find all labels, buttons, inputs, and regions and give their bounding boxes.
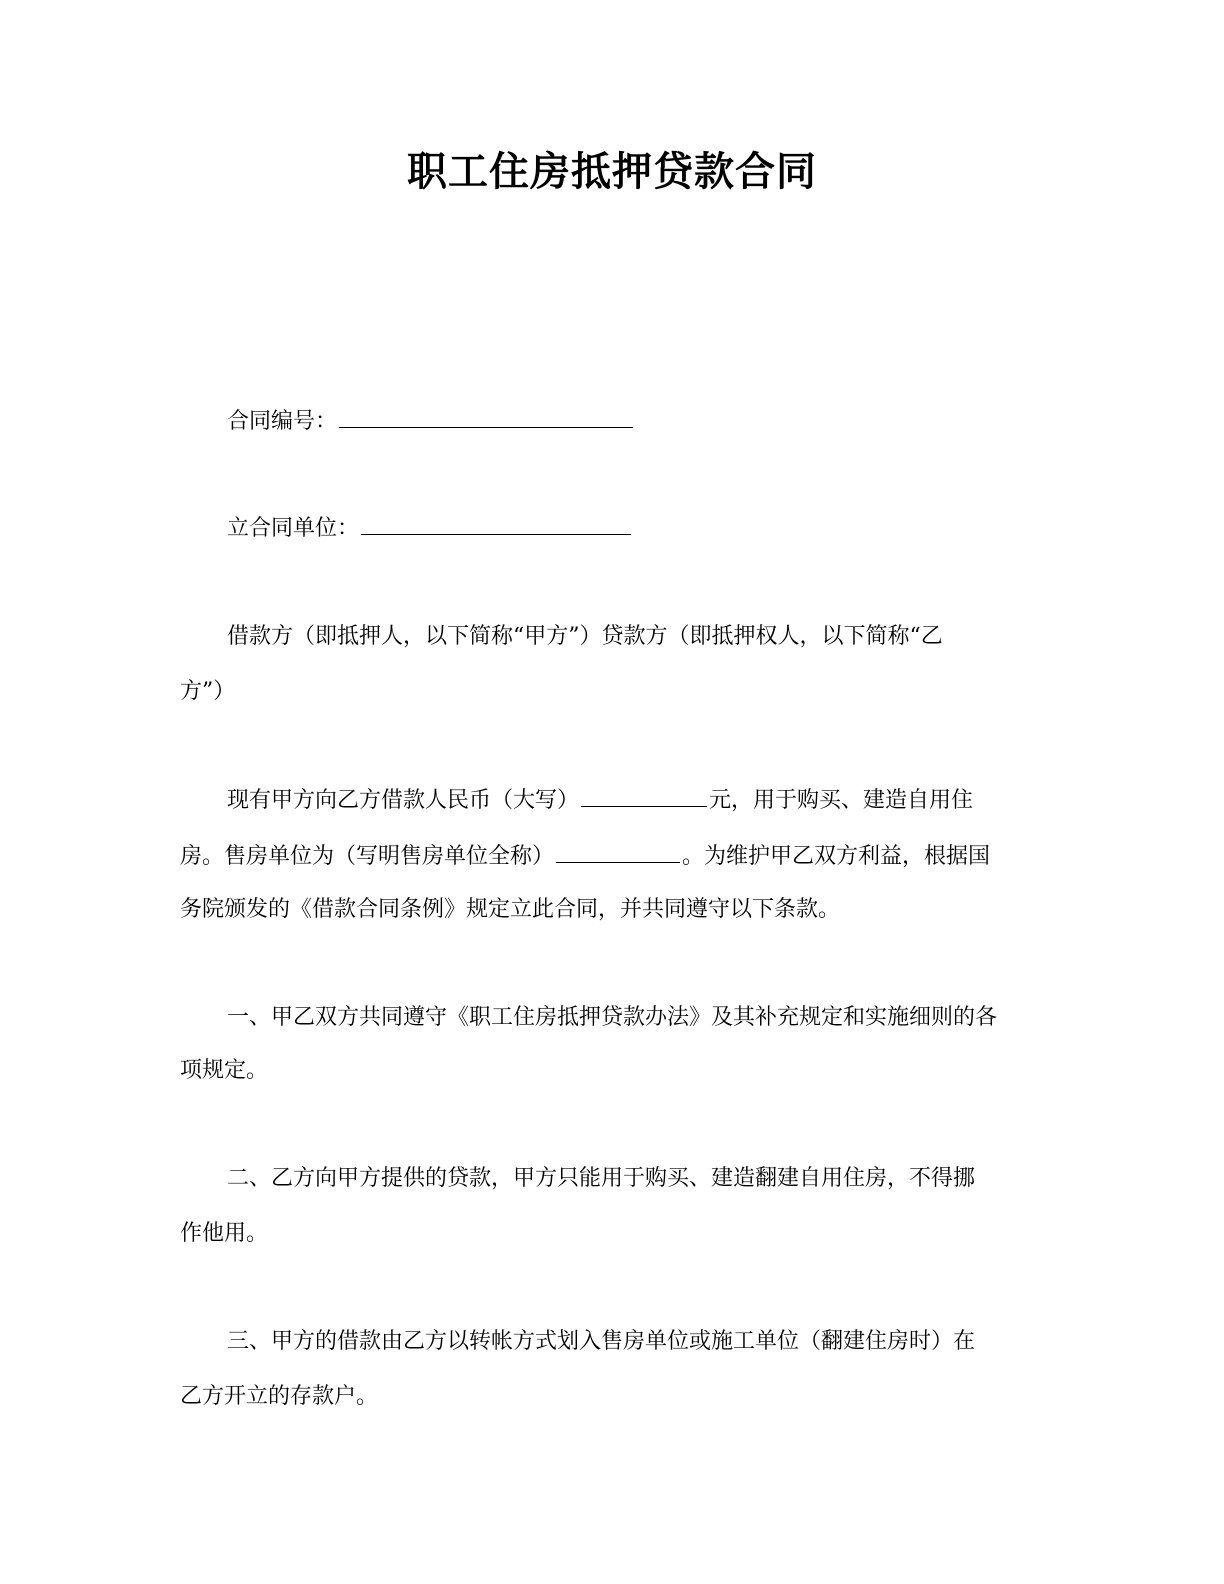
contract-unit-blank[interactable]: [361, 512, 631, 535]
clause-2-line-1: 二、乙方向甲方提供的贷款，甲方只能用于购买、建造翻建自用住房，不得挪: [227, 1166, 976, 1191]
clause-2-line-2: 作他用。: [180, 1221, 269, 1246]
parties-line-2: 方”）: [180, 679, 236, 704]
intro-line-3: 务院颁发的《借款合同条例》规定立此合同，并共同遵守以下条款。: [180, 897, 841, 922]
contract-number-blank[interactable]: [339, 405, 633, 428]
intro-line-2: [180, 840, 1040, 873]
intro-line-1: [180, 784, 1087, 817]
intro-line-1-b: 元，用于购买、建造自用住: [709, 788, 974, 813]
intro-line-2-b: 。为维护甲乙双方利益，根据国: [682, 844, 991, 869]
clause-1-line-2: 项规定。: [180, 1058, 269, 1083]
seller-unit-blank[interactable]: [556, 840, 680, 863]
clause-3-line-2: 乙方开立的存款户。: [180, 1384, 379, 1409]
intro-line-2-a: 房。售房单位为（写明售房单位全称）: [180, 844, 555, 869]
clause-1-line-1: 一、甲乙双方共同遵守《职工住房抵押贷款办法》及其补充规定和实施细则的各: [227, 1005, 998, 1030]
contract-number-label: 合同编号：: [227, 409, 338, 434]
contract-unit-row: [180, 512, 1087, 545]
contract-unit-label: 立合同单位：: [227, 516, 360, 541]
loan-amount-blank[interactable]: [581, 784, 707, 807]
document-title: 职工住房抵押贷款合同: [407, 149, 817, 195]
clause-3-line-1: 三、甲方的借款由乙方以转帐方式划入售房单位或施工单位（翻建住房时）在: [227, 1329, 976, 1354]
contract-number-row: [180, 405, 1087, 438]
parties-line-1: 借款方（即抵押人，以下简称“甲方”）贷款方（即抵押权人，以下简称“乙: [227, 624, 943, 649]
intro-line-1-a: 现有甲方向乙方借款人民币（大写）: [227, 788, 580, 813]
